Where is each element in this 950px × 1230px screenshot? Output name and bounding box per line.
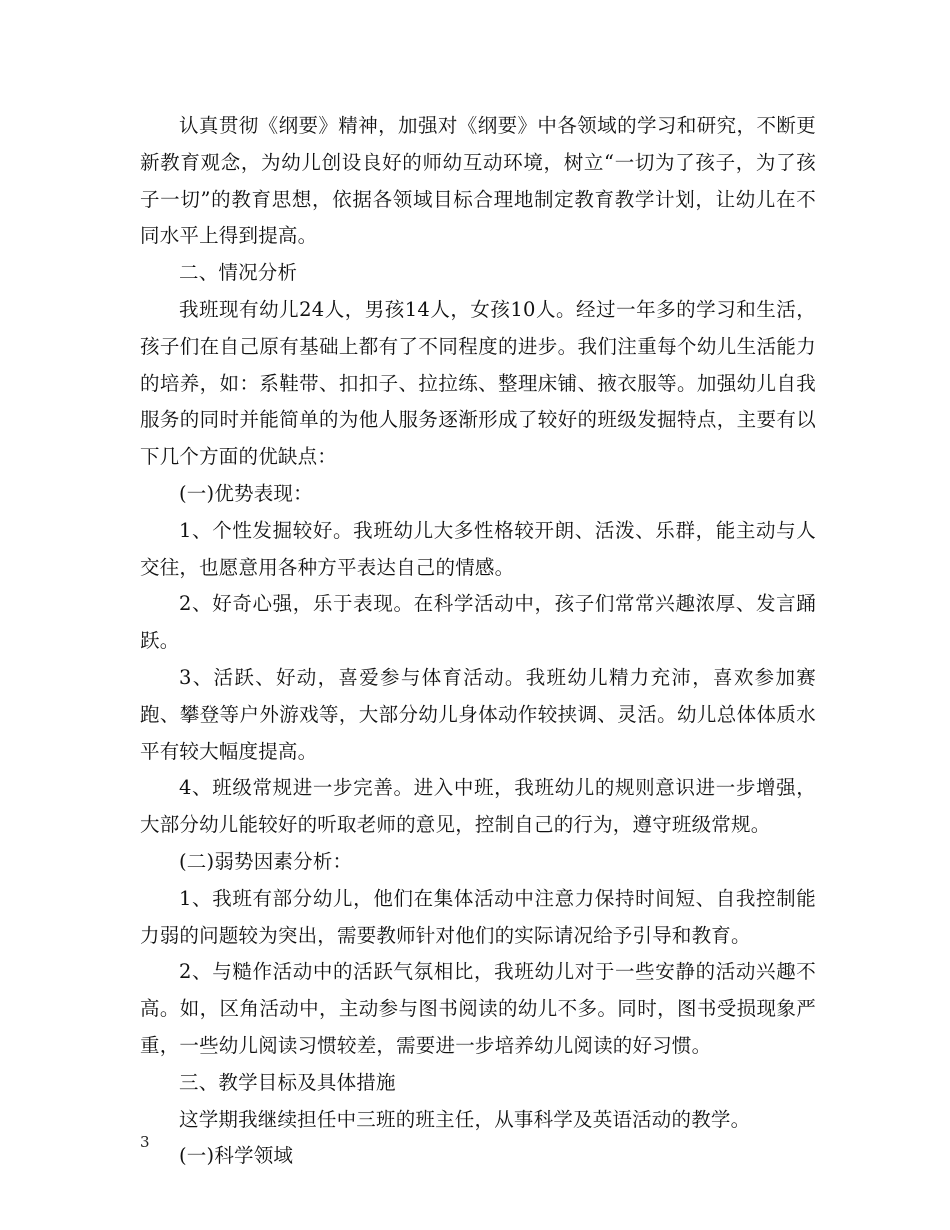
paragraph-intro: 认真贯彻《纲要》精神，加强对《纲要》中各领域的学习和研究，不断更新教育观念，为幼儿创设良好的师幼互动环境，树立“一切为了孩子，为了孩子一切”的教育思想，依据各领域目标合理地制定教育教学计划，让幼儿在不同水平上得到提高。 <box>140 114 816 248</box>
paragraph-class-overview: 我班现有幼儿24人，男孩14人，女孩10人。经过一年多的学习和生活，孩子们在自己原有基础上都有了不同程度的进步。我们注重每个幼儿生活能力的培养，如：系鞋带、扣扣子、拉拉练、整理床铺、掖衣服等。加强幼儿自我服务的同时并能简单的为他人服务逐渐形成了较好的班级发掘特点，主要有以下几个方面的优缺点： <box>140 297 816 469</box>
list-item-strength-4: 4、班级常规进一步完善。进入中班，我班幼儿的规则意识进一步增强，大部分幼儿能较好的听取老师的意见，控制自己的行为，遵守班级常规。 <box>140 776 816 837</box>
document-body <box>140 108 816 1175</box>
list-item-strength-1: 1、个性发掘较好。我班幼儿大多性格较开朗、活泼、乐群，能主动与人交往，也愿意用各种方平表达自己的情感。 <box>140 518 816 579</box>
list-item-weakness-2: 2、与糙作活动中的活跃气氛相比，我班幼儿对于一些安静的活动兴趣不高。如，区角活动中，主动参与图书阅读的幼儿不多。同时，图书受损现象严重，一些幼儿阅读习惯较差，需要进一步培养幼儿阅读的好习惯。 <box>140 960 816 1057</box>
list-item-weakness-1: 1、我班有部分幼儿，他们在集体活动中注意力保持时间短、自我控制能力弱的问题较为突出，需要教师针对他们的实际请况给予引导和教育。 <box>140 886 816 947</box>
list-item-strength-3: 3、活跃、好动，喜爱参与体育活动。我班幼儿精力充沛，喜欢参加赛跑、攀登等户外游戏等，大部分幼儿身体动作较挟调、灵活。幼儿总体体质水平有较大幅度提高。 <box>140 665 816 763</box>
page-number: 3 <box>140 1133 150 1151</box>
list-item-strength-2: 2、好奇心强，乐于表现。在科学活动中，孩子们常常兴趣浓厚、发言踊跃。 <box>140 592 816 653</box>
paragraph-teaching-role: 这学期我继续担任中三班的班主任，从事科学及英语活动的教学。 <box>179 1107 751 1131</box>
subheading-weaknesses: (二)弱势因素分析： <box>179 849 353 873</box>
section-heading-situation-analysis: 二、情况分析 <box>179 261 298 285</box>
section-heading-teaching-goals: 三、教学目标及具体措施 <box>179 1070 396 1094</box>
subheading-science-field: (一)科学领域 <box>179 1144 294 1168</box>
subheading-strengths: (一)优势表现： <box>179 481 313 505</box>
